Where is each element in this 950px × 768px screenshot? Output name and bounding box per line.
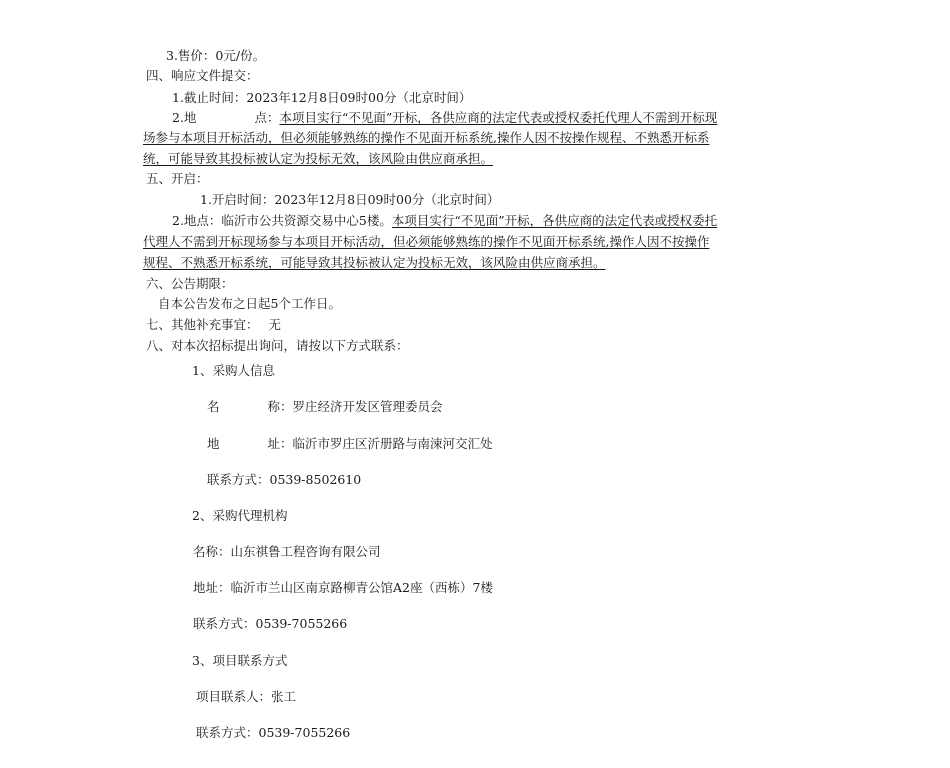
submission-deadline: 1.截止时间：2023年12月8日09时00分（北京时间） [172, 90, 472, 105]
purchaser-name-value: 罗庄经济开发区管理委员会 [292, 399, 443, 414]
submission-location-first-line [172, 110, 812, 126]
submission-location-text-3: 统，可能导致其投标被认定为投标无效，该风险由供应商承担。 [143, 151, 494, 166]
section-7-line [146, 317, 281, 333]
agency-address: 地址：临沂市兰山区南京路柳青公馆A2座（西栋）7楼 [193, 580, 493, 595]
purchaser-address-label-a: 地 [207, 436, 220, 451]
section-6-heading: 六、公告期限： [146, 276, 234, 291]
opening-location-first-line [172, 213, 717, 229]
submission-location-text-1: 本项目实行“不见面”开标，各供应商的法定代表或授权委托代理人不需到开标现 [279, 110, 718, 125]
opening-time: 1.开启时间：2023年12月8日09时00分（北京时间） [200, 192, 500, 207]
section-4-heading: 四、响应文件提交： [146, 68, 259, 83]
notice-period-text: 自本公告发布之日起5个工作日。 [158, 296, 341, 311]
agency-contact: 联系方式：0539-7055266 [193, 616, 348, 631]
opening-location-prefix: 2.地点：临沂市公共资源交易中心5楼。 [172, 213, 392, 228]
project-contact-title: 3、项目联系方式 [192, 653, 288, 668]
opening-location-text-3: 规程、不熟悉开标系统，可能导致其投标被认定为投标无效，该风险由供应商承担。 [143, 255, 606, 270]
agency-title: 2、采购代理机构 [192, 508, 288, 523]
purchaser-address-line [207, 436, 493, 452]
purchaser-name-label-a: 名 [207, 399, 220, 414]
location-label-b: 点： [254, 110, 280, 125]
section-7-heading: 七、其他补充事宜： [146, 317, 259, 332]
location-label-a: 2.地 [172, 110, 197, 125]
section-5-heading: 五、开启： [146, 171, 209, 186]
agency-name: 名称：山东祺鲁工程咨询有限公司 [193, 544, 381, 559]
purchaser-address-label-b: 址： [267, 436, 293, 451]
purchaser-title: 1、采购人信息 [192, 363, 275, 378]
project-contact-person: 项目联系人：张工 [196, 689, 297, 704]
purchaser-contact: 联系方式：0539-8502610 [207, 472, 362, 487]
purchaser-name-label-b: 称： [267, 399, 293, 414]
submission-location-text-2: 场参与本项目开标活动，但必须能够熟练的操作不见面开标系统,操作人因不按操作规程、不熟悉开标系 [143, 130, 710, 145]
purchaser-address-value: 临沂市罗庄区沂册路与南涑河交汇处 [292, 436, 493, 451]
section-8-heading: 八、对本次招标提出询问，请按以下方式联系： [146, 338, 409, 353]
opening-location-text-1: 本项目实行“不见面”开标，各供应商的法定代表或授权委托 [391, 213, 718, 228]
project-contact-phone: 联系方式：0539-7055266 [196, 725, 351, 740]
purchaser-name-line [207, 399, 443, 415]
section-7-value: 无 [268, 317, 282, 332]
opening-location-text-2: 代理人不需到开标现场参与本项目开标活动，但必须能够熟练的操作不见面开标系统,操作人因不按操作 [143, 234, 710, 249]
price-line: 3.售价：0元/份。 [166, 48, 266, 63]
